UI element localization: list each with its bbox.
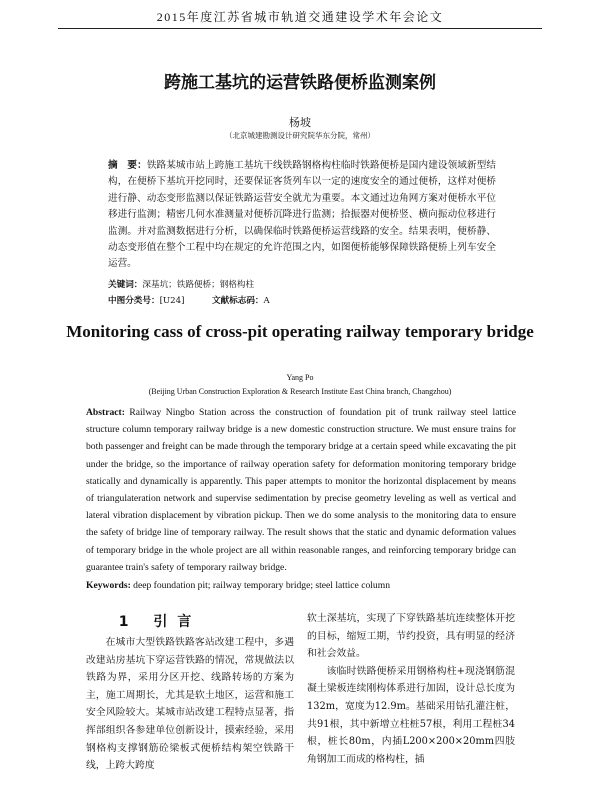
body-column-right <box>307 610 515 768</box>
running-header: 2015年度江苏省城市轨道交通建设学术年会论文 <box>58 6 542 29</box>
affiliation-cn: （北京城建勘测设计研究院华东分院，常州） <box>225 131 375 140</box>
keywords-en <box>86 580 390 591</box>
abstract-en-text: Railway Ningbo Station across the construction of foundation pit of trunk railway steel lattice structure column temporary railway bridge is a new domestic construction structure. We must ensure trains for both passenger and freight can be made through the temporary bridge at a certain speed while excavating the pit under the bridge, so the importance of railway operation safety for deformation monitoring temporary bridge statically and dynamically is apparently. This paper attempts to monitor the horizontal displacement by means of triangulateration network and supervise sedimentation by precise geometry leveling as well as vertical and lateral vibration displacement by vibration pickup. Then we do some analysis to the monitoring data to ensure the safety of bridge line of temporary railway. The result shows that the static and dynamic deformation values of temporary bridge in the whole project are all within reasonable ranges, and reinforcing temporary bridge can guarantee train's safety of temporary railway bridge. <box>86 407 516 573</box>
section-1-title: 引言 <box>153 614 202 630</box>
doc-code-label: 文献标志码： <box>211 296 264 306</box>
section-1-heading <box>26 610 294 634</box>
keywords-cn-label: 关键词： <box>108 280 143 290</box>
section-1-number: 1 <box>118 614 139 630</box>
clc-label: 中图分类号： <box>108 296 160 306</box>
abstract-cn <box>108 158 496 273</box>
keywords-cn-text: 深基坑；铁路便桥；钢格构柱 <box>142 280 255 290</box>
title-cn: 跨施工基坑的运营铁路便桥监测案例 <box>164 73 436 93</box>
abstract-en <box>86 404 516 576</box>
author-cn: 杨坡 <box>289 116 311 129</box>
doc-code-value: A <box>263 296 270 306</box>
keywords-en-label: Keywords: <box>86 580 131 591</box>
abstract-en-label: Abstract: <box>86 407 125 418</box>
affiliation-en: (Beijing Urban Construction Exploration & Research Institute East China branch, Changzhou) <box>148 387 452 396</box>
classification-line <box>108 294 270 306</box>
abstract-cn-label: 摘 要： <box>108 160 147 171</box>
section-1-para-2: 该临时铁路便桥采用钢格构柱+现浇钢筋混凝土梁板连续刚构体系进行加固，设计总长度为132m，宽度为12.9m。基础采用钻孔灌注桩，共91根，其中新增立柱桩57根，利用工程桩34根，桩长80m，内插L200×200×20mm四肢角钢加工而成的格构柱，插 <box>307 665 515 765</box>
section-1-para-1-cont: 软土深基坑，实现了下穿铁路基坑连续整体开挖的目标，缩短工期，节约投资，具有明显的经济和社会效益。 <box>307 613 515 660</box>
body-column-left <box>86 610 294 775</box>
section-1-para-1: 在城市大型铁路铁路客站改建工程中，多遇改建站房基坑下穿运营铁路的情况，常规做法以铁路为界，采用分区开挖、线路转场的方案为主，施工周期长，尤其是软土地区，运营和施工安全风险较大。某城市站改建工程特点显著，指挥部组织各参建单位创新设计，摸索经验，采用钢格构支撑钢筋砼梁板式便桥结构架空铁路干线，上跨大跨度 <box>86 637 294 772</box>
clc-value: [U24] <box>159 296 185 306</box>
author-en: Yang Po <box>286 373 314 382</box>
keywords-en-text: deep foundation pit; railway temporary bridge; steel lattice column <box>133 580 390 591</box>
keywords-cn <box>108 278 254 290</box>
abstract-cn-text: 铁路某城市站上跨施工基坑干线铁路钢格构柱临时铁路便桥是国内建设领域新型结构，在便桥下基坑开挖同时，还要保证客货列车以一定的速度安全的通过便桥，这样对便桥进行静、动态变形监测以保证铁路运营安全就尤为重要。本文通过边角网方案对便桥水平位移进行监测；精密几何水准测量对便桥沉降进行监测；拾振器对便桥竖、横向振动位移进行监测。并对监测数据进行分析，以确保临时铁路便桥运营线路的安全。结果表明，便桥静、动态变形值在整个工程中均在规定的允许范围之内，如图便桥能够保障铁路便桥上列车安全运营。 <box>108 160 497 270</box>
title-en: Monitoring cass of cross-pit operating railway temporary bridge <box>66 322 534 341</box>
